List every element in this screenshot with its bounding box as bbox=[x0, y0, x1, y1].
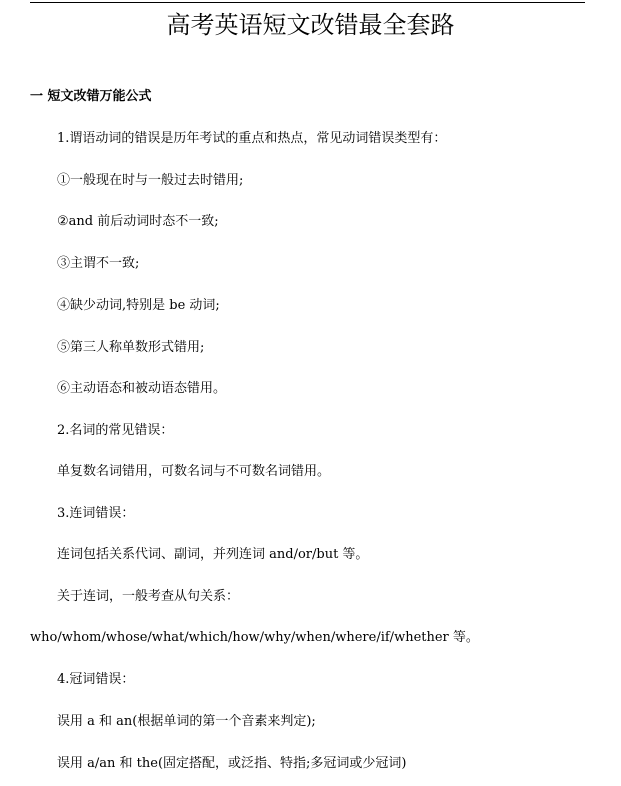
text-line: ⑥主动语态和被动语态错用。 bbox=[57, 381, 227, 396]
text-line: 误用 a/an 和 the(固定搭配，或泛指、特指;多冠词或少冠词) bbox=[57, 756, 407, 771]
section-heading: 一 短文改错万能公式 bbox=[30, 89, 152, 104]
text-line: ④缺少动词,特别是 be 动词; bbox=[57, 298, 220, 313]
text-line: ②and 前后动词时态不一致; bbox=[57, 214, 219, 229]
top-rule bbox=[30, 2, 585, 3]
text-line: 单复数名词错用，可数名词与不可数名词错用。 bbox=[57, 464, 331, 479]
text-line: ①一般现在时与一般过去时错用; bbox=[57, 173, 244, 188]
page-title: 高考英语短文改错最全套路 bbox=[166, 11, 455, 39]
text-line: who/whom/whose/what/which/how/why/when/where/if/whether 等。 bbox=[30, 630, 479, 645]
text-line: ③主谓不一致; bbox=[57, 256, 140, 271]
text-line: 误用 a 和 an(根据单词的第一个音素来判定); bbox=[57, 714, 316, 729]
text-line: 4.冠词错误： bbox=[57, 672, 135, 687]
text-line: 2.名词的常见错误： bbox=[57, 423, 174, 438]
text-line: 1.谓语动词的错误是历年考试的重点和热点，常见动词错误类型有： bbox=[57, 131, 447, 146]
text-line: ⑤第三人称单数形式错用; bbox=[57, 340, 205, 355]
text-line: 关于连词，一般考查从句关系： bbox=[57, 589, 240, 604]
text-line: 3.连词错误： bbox=[57, 506, 135, 521]
text-line: 连词包括关系代词、副词，并列连词 and/or/but 等。 bbox=[57, 547, 369, 562]
